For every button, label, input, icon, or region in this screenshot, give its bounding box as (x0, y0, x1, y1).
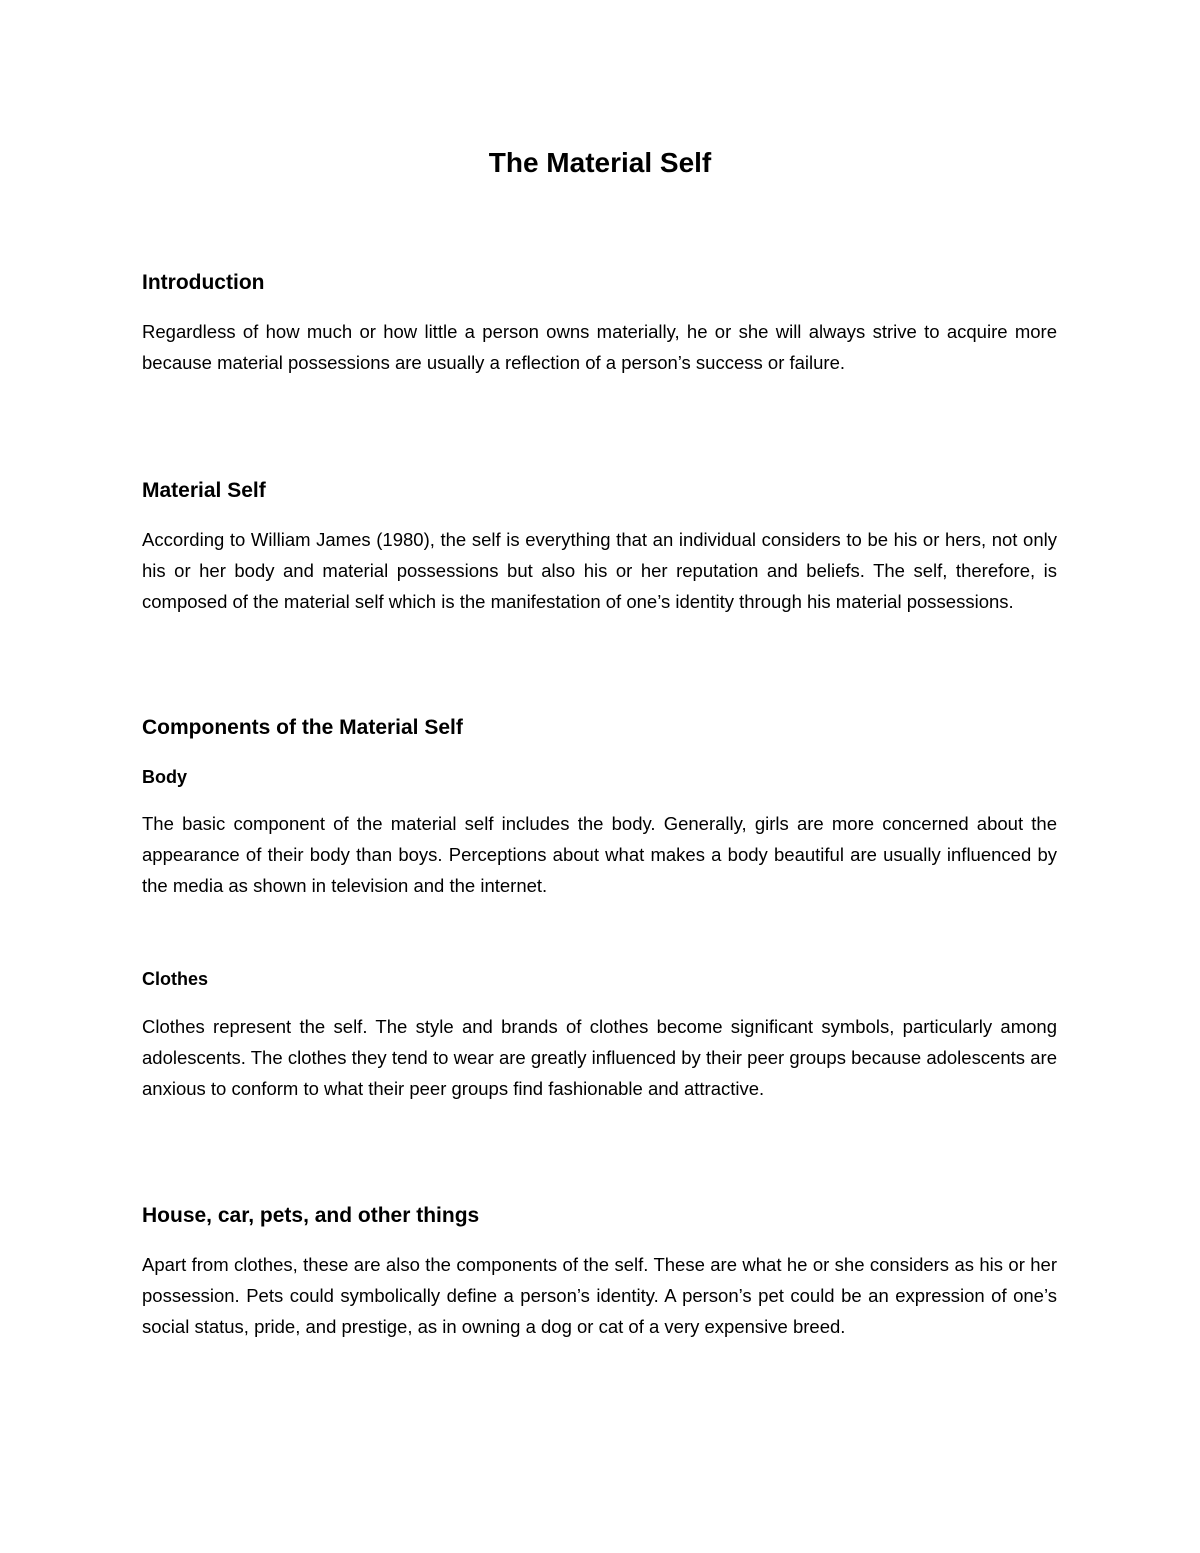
section-material-self (142, 476, 1057, 506)
heading-introduction: Introduction (142, 271, 265, 294)
paragraph-house-car-pets-container (142, 1249, 1057, 1342)
document-title: The Material Self (488, 147, 712, 178)
paragraph-material-self-container (142, 524, 1057, 617)
section-house-car-pets (142, 1201, 1057, 1231)
section-introduction (142, 268, 1057, 298)
heading-clothes: Clothes (142, 969, 209, 989)
heading-body: Body (142, 767, 187, 787)
paragraph-house-car-pets: Apart from clothes, these are also the components of the self. These are what he or she considers as his or her possession. Pets could symbolically define a person’s identity. A person’s pet could be an expression of one’s social status, pride, and prestige, as in owning a dog or cat of a very expensive breed. (142, 1254, 1057, 1337)
subsection-body (142, 764, 1057, 790)
paragraph-body: The basic component of the material self includes the body. Generally, girls are more concerned about the appearance of their body than boys. Perceptions about what makes a body beautiful are usually influenced by the media as shown in television and the internet. (142, 813, 1057, 896)
subsection-clothes (142, 966, 1057, 992)
heading-material-self: Material Self (142, 479, 266, 502)
paragraph-clothes: Clothes represent the self. The style and brands of clothes become significant symbols, particularly among adolescents. The clothes they tend to wear are greatly influenced by their peer groups because adolescents are anxious to conform to what their peer groups find fashionable and attractive. (142, 1016, 1057, 1099)
paragraph-material-self: According to William James (1980), the self is everything that an individual considers to be his or hers, not only his or her body and material possessions but also his or her reputation and beliefs. The self, therefore, is composed of the material self which is the manifestation of one’s identity through his material possessions. (142, 529, 1057, 612)
paragraph-clothes-container (142, 1011, 1057, 1104)
heading-components: Components of the Material Self (142, 716, 463, 739)
paragraph-body-container (142, 808, 1057, 901)
paragraph-introduction: Regardless of how much or how little a person owns materially, he or she will always strive to acquire more because material possessions are usually a reflection of a person’s success or failure. (142, 321, 1057, 373)
section-components (142, 713, 1057, 743)
heading-house-car-pets: House, car, pets, and other things (142, 1204, 480, 1227)
paragraph-introduction-container (142, 316, 1057, 378)
